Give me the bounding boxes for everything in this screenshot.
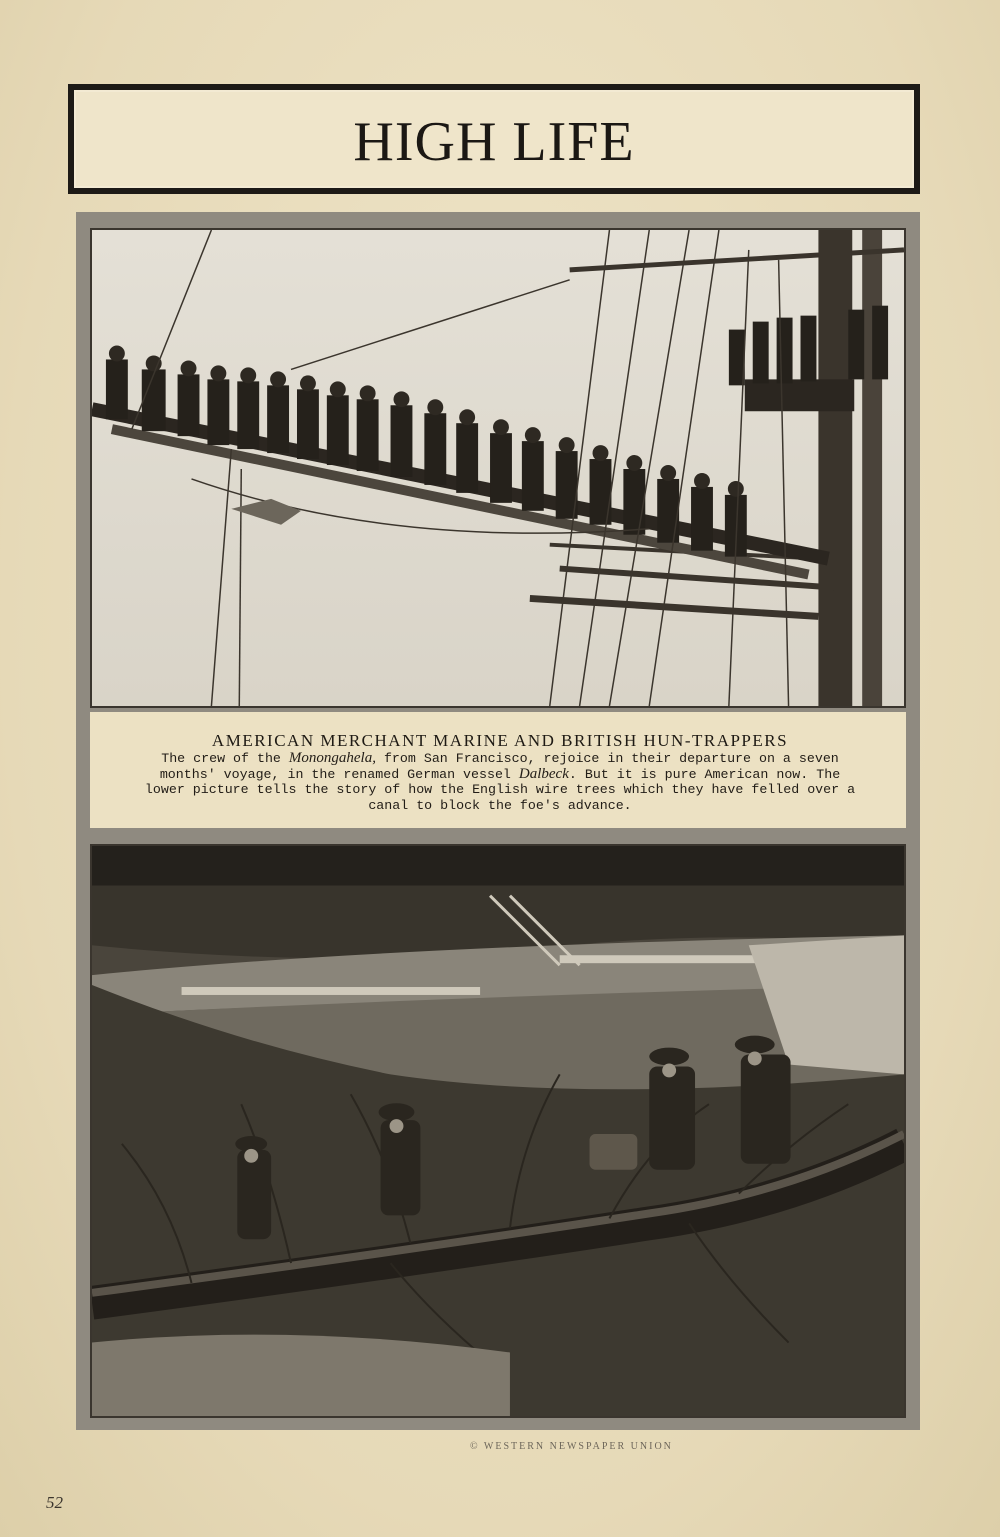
title-box bbox=[68, 84, 920, 194]
soldiers-felled-tree-photo bbox=[90, 844, 906, 1418]
soldiers-felled-tree-illustration bbox=[92, 846, 904, 1416]
caption-line1-a: The crew of the bbox=[161, 751, 289, 766]
page-title: HIGH LIFE bbox=[353, 111, 635, 173]
ship-rigging-photo bbox=[90, 228, 906, 708]
caption-line3: lower picture tells the story of how the English wire trees which they have felled over a bbox=[144, 782, 856, 798]
page-number: 52 bbox=[46, 1493, 63, 1512]
vessel-name: Dalbeck bbox=[518, 765, 569, 782]
ship-name: Monongahela, bbox=[288, 750, 376, 766]
caption-line1-b: from San Francisco, rejoice in their departure on a seven bbox=[375, 751, 839, 766]
top-photo-frame bbox=[76, 212, 920, 720]
caption-line4: canal to block the foe's advance. bbox=[368, 797, 632, 813]
title-box-inner bbox=[74, 90, 914, 188]
caption-heading: AMERICAN MERCHANT MARINE AND BRITISH HUN-TRAPPERS bbox=[211, 731, 789, 750]
caption-text bbox=[126, 751, 874, 813]
photo-credit: © WESTERN NEWSPAPER UNION bbox=[470, 1441, 673, 1452]
caption-line2-b: . But it is pure American now. The bbox=[568, 766, 841, 782]
caption-line2-a: months' voyage, in the renamed German vessel bbox=[159, 766, 519, 782]
ship-rigging-illustration bbox=[92, 230, 904, 706]
bottom-photo-frame bbox=[76, 828, 920, 1430]
